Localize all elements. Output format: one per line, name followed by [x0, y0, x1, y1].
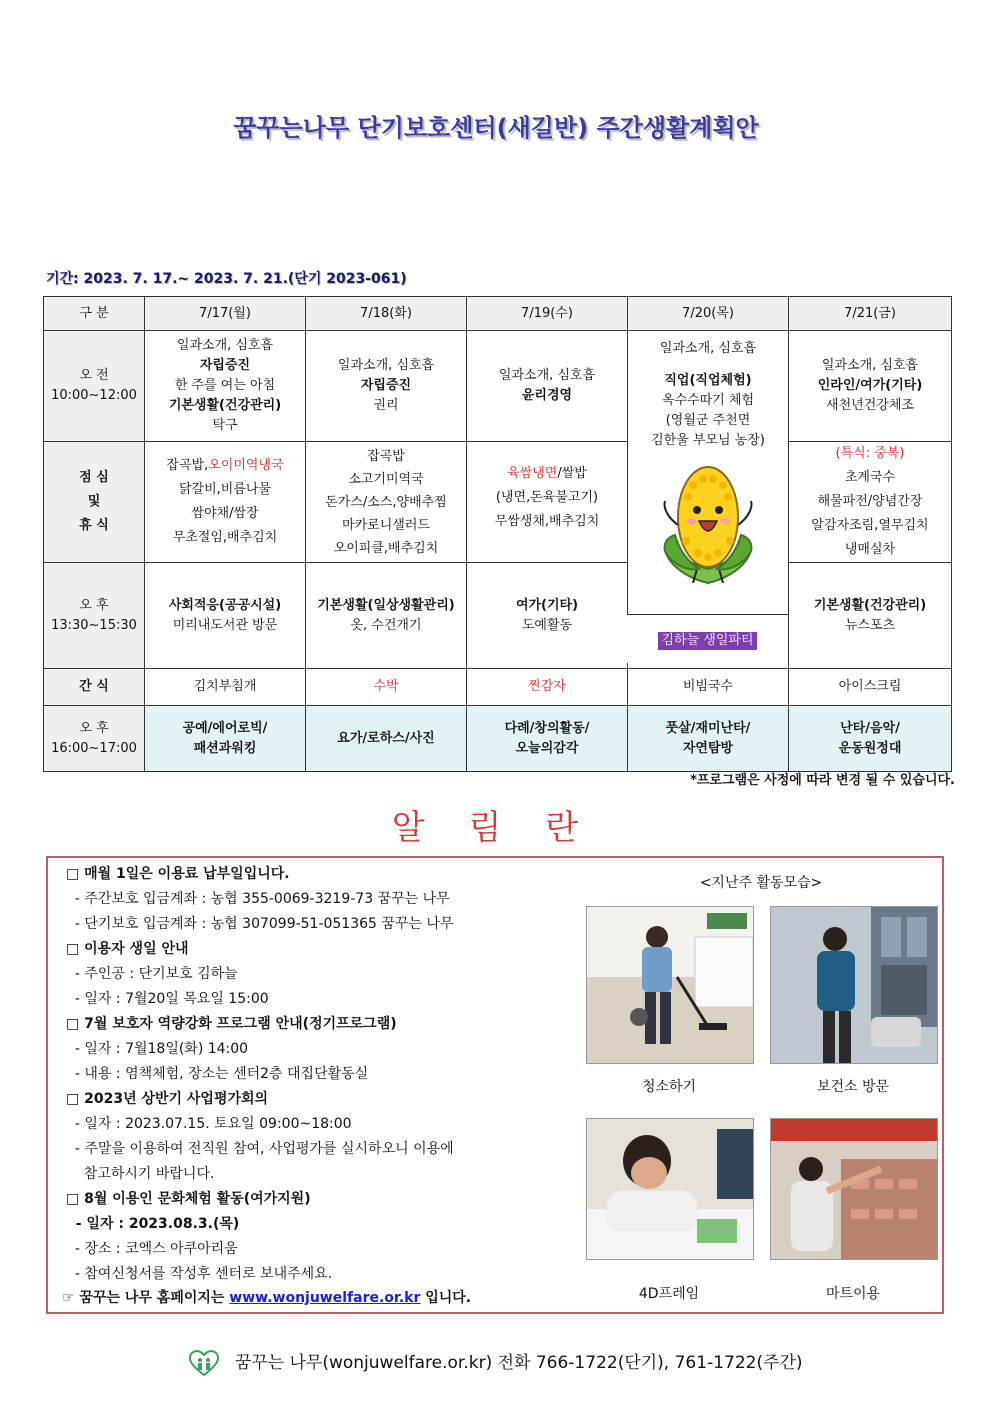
late-cell-mon: 공예/에어로빅/ 패션과워킹 [145, 706, 306, 772]
notice-line: - 일자 : 7월18일(화) 14:00 [66, 1041, 249, 1057]
row-label-afternoon: 오 후 13:30~15:30 [44, 563, 145, 669]
lunch-cell-mon: 잡곡밥,오이미역냉국 닭갈비,비름나물 쌈야채/쌈장 무초절임,배추김치 [145, 442, 306, 563]
snack-row [44, 669, 952, 706]
row-label-lunch: 점 심 및 휴 식 [44, 442, 145, 563]
late-afternoon-row [44, 706, 952, 772]
snack-cell: 수박 [306, 669, 467, 706]
notice-line: - 주인공 : 단기보호 김하늘 [66, 966, 238, 982]
heart-logo-icon [189, 1350, 219, 1376]
thursday-merged-cell: 일과소개, 심호흡 직업(직업체험) 옥수수따기 체험 (영월군 주천면 김한울 부모님 농장) [628, 331, 789, 669]
morning-cell-mon: 일과소개, 심호흡 자립증진 한 주를 여는 아침 기본생활(건강관리) 탁구 [145, 331, 306, 442]
afternoon-cell-wed: 여가(기타) 도예활동 [467, 563, 628, 669]
photo-caption: 4D프레임 [638, 1286, 700, 1302]
lunch-cell-tue: 잡곡밥 소고기미역국 돈가스/소스,양배추찜 마카로니샐러드 오이피클,배추김치 [306, 442, 467, 563]
weekly-schedule-table [43, 296, 952, 772]
notice-line: - 일자 : 2023.07.15. 토요일 09:00~18:00 [66, 1116, 352, 1132]
morning-cell-fri: 일과소개, 심호흡 인라인/여가(기타) 새천년건강체조 [789, 331, 952, 442]
notice-box [46, 856, 944, 1314]
page-title: 꿈꾸는나무 단기보호센터(새길반) 주간생활계획안 [233, 114, 759, 142]
photo-caption: 보건소 방문 [816, 1079, 890, 1095]
notice-line: - 일자 : 7월20일 목요일 15:00 [66, 991, 269, 1007]
notice-line: □ 2023년 상반기 사업평가회의 [66, 1091, 269, 1107]
footer [0, 1348, 992, 1376]
afternoon-cell-mon: 사회적응(공공시설) 미리내도서관 방문 [145, 563, 306, 669]
schedule-note: *프로그램은 사정에 따라 변경 될 수 있습니다. [690, 773, 955, 788]
late-cell-tue: 요가/로하스/사진 [306, 706, 467, 772]
snack-cell: 비빔국수 [628, 669, 789, 706]
row-label-late-afternoon: 오 후 16:00~17:00 [44, 706, 145, 772]
photos-title: <지난주 활동모습> [699, 875, 823, 891]
homepage-line: ☞ 꿈꾸는 나무 홈페이지는 www.wonjuwelfare.or.kr 입니다. [62, 1290, 472, 1306]
photo-mart [770, 1118, 938, 1260]
period-label: 기간: 2023. 7. 17.~ 2023. 7. 21.(단기 2023-061) [46, 271, 407, 287]
thursday-afternoon-cell [627, 614, 788, 663]
col-header-day: 7/19(수) [467, 297, 628, 331]
col-header-day: 7/17(월) [145, 297, 306, 331]
homepage-link[interactable]: www.wonjuwelfare.or.kr [229, 1290, 421, 1306]
late-cell-thu: 풋살/재미난타/ 자연탐방 [628, 706, 789, 772]
photo-health-center [770, 906, 938, 1064]
row-label-morning: 오 전 10:00~12:00 [44, 331, 145, 442]
snack-cell: 아이스크림 [789, 669, 952, 706]
late-cell-fri: 난타/음악/ 운동원정대 [789, 706, 952, 772]
afternoon-cell-fri: 기본생활(건강관리) 뉴스포츠 [789, 563, 952, 669]
notice-line: □ 이용자 생일 안내 [66, 941, 189, 957]
afternoon-cell-tue: 기본생활(일상생활관리) 옷, 수건개기 [306, 563, 467, 669]
photo-caption: 청소하기 [641, 1079, 697, 1095]
col-header-day: 7/20(목) [628, 297, 789, 331]
header-row [44, 297, 952, 331]
notice-line: - 장소 : 코엑스 아쿠아리움 [66, 1241, 238, 1257]
notice-line: - 일자 : 2023.08.3.(목) [66, 1216, 240, 1232]
morning-row [44, 331, 952, 442]
notice-line: - 단기보호 입금계좌 : 농협 307099-51-051365 꿈꾸는 나무 [66, 916, 454, 932]
snack-cell: 찐감자 [467, 669, 628, 706]
col-header-category: 구 분 [44, 297, 145, 331]
photo-cleaning [586, 906, 754, 1064]
notice-line: - 내용 : 염책체험, 장소는 센터2층 대집단활동실 [66, 1066, 369, 1082]
snack-cell: 김치부침개 [145, 669, 306, 706]
notice-line: □ 7월 보호자 역량강화 프로그램 안내(정기프로그램) [66, 1016, 397, 1032]
morning-cell-tue: 일과소개, 심호흡 자립증진 권리 [306, 331, 467, 442]
col-header-day: 7/18(화) [306, 297, 467, 331]
notice-line: - 주간보호 입금계좌 : 농협 355-0069-3219-73 꿈꾸는 나무 [66, 891, 450, 907]
corn-mascot-icon [653, 455, 763, 590]
notice-line: - 주말을 이용하여 전직원 참여, 사업평가를 실시하오니 이용에 [66, 1141, 454, 1157]
birthday-party-badge: 김하늘 생일파티 [658, 632, 756, 650]
notice-line: 참고하시기 바랍니다. [66, 1166, 215, 1182]
lunch-cell-wed: 육쌈냉면/쌀밥 (냉면,돈육불고기) 무쌈생채,배추김치 [467, 442, 628, 563]
footer-text: 꿈꾸는 나무(wonjuwelfare.or.kr) 전화 766-1722(단기), 761-1722(주간) [234, 1353, 803, 1373]
row-label-snack: 간 식 [44, 669, 145, 706]
notice-title: 알림란 [391, 808, 623, 848]
morning-cell-wed: 일과소개, 심호흡 윤리경영 [467, 331, 628, 442]
afternoon-row [44, 563, 952, 669]
late-cell-wed: 다례/창의활동/ 오늘의감각 [467, 706, 628, 772]
col-header-day: 7/21(금) [789, 297, 952, 331]
notice-line: - 참여신청서를 작성후 센터로 보내주세요. [66, 1266, 333, 1282]
photo-4d-frame [586, 1118, 754, 1260]
notice-line: □ 매월 1일은 이용료 납부일입니다. [66, 866, 290, 882]
notice-line: □ 8월 이용인 문화체험 활동(여가지원) [66, 1191, 311, 1207]
lunch-cell-fri: (특식: 중복) 초계국수 해물파전/양념간장 알감자조림,열무김치 냉매실차 [789, 442, 952, 563]
lunch-row [44, 442, 952, 563]
photo-caption: 마트이용 [825, 1286, 881, 1302]
